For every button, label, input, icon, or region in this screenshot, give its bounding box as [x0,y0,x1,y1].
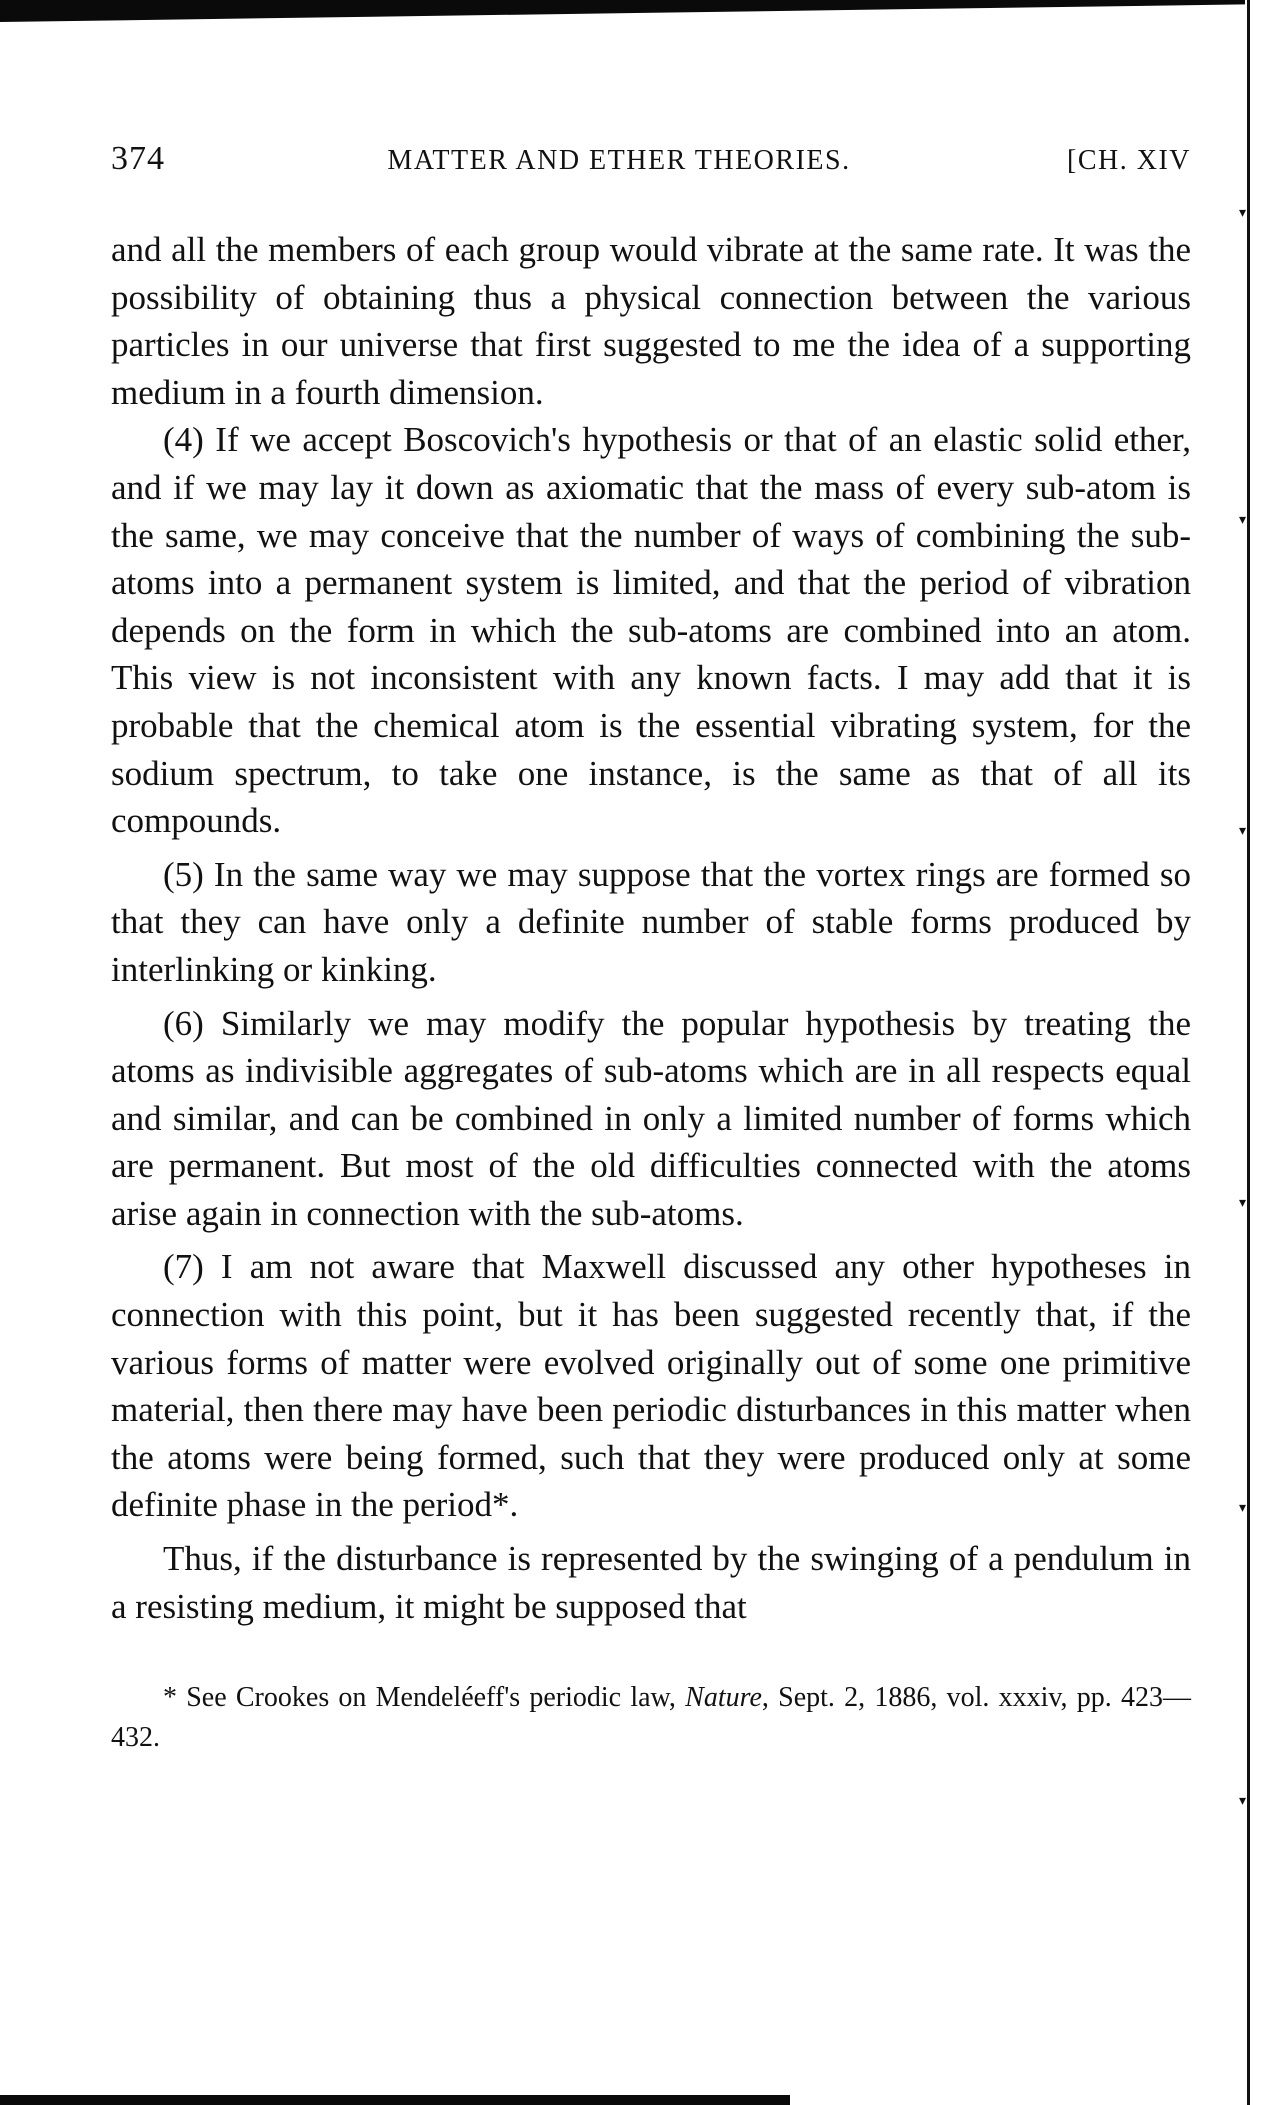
paragraph: (6) Similarly we may modify the popular hypothesis by treating the atoms as indivisible aggregates of sub-atoms which are in all respects equal and similar, and can be combined in only a limited number of forms which are permanent. But most of the old difficulties connected with the atoms arise again in connection with the sub-atoms. [111,1003,1191,1233]
margin-arrow-icon: ▾ [1239,1196,1247,1211]
page-number: 374 [111,140,165,177]
journal-title: Nature [685,1682,762,1714]
margin-arrow-icon: ▾ [1239,824,1247,839]
scan-edge-top [0,0,1245,22]
footnote-text: * See Crookes on Mendeléeff's periodic law, Nature, Sept. 2, 1886, vol. xxxiv, pp. 423—432. [111,1682,1191,1754]
running-header [111,140,1191,186]
margin-arrow-icon: ▾ [1239,1794,1247,1809]
body-text [111,226,1191,1630]
paragraph: Thus, if the disturbance is represented by the swinging of a pendulum in a resisting medium, it might be supposed that [111,1539,1191,1626]
paragraph: and all the members of each group would vibrate at the same rate. It was the possibility of obtaining thus a physical connection between the various particles in our universe that first suggested to me the idea of a supporting medium in a fourth dimension. [111,230,1191,412]
scan-edge-bottom [0,2095,790,2105]
running-title: MATTER AND ETHER THEORIES. [387,145,851,176]
paragraph: (5) In the same way we may suppose that the vortex rings are formed so that they can have only a definite number of stable forms produced by interlinking or kinking. [111,854,1191,989]
footnote-marker: * [163,1682,177,1714]
margin-arrow-icon: ▾ [1239,513,1247,528]
chapter-label: [CH. XIV [1067,145,1191,176]
book-page [111,140,1191,1758]
margin-arrow-icon: ▾ [1239,206,1247,221]
margin-arrow-icon: ▾ [1239,1501,1247,1516]
paragraph: (4) If we accept Boscovich's hypothesis or that of an elastic solid ether, and if we may lay it down as axiomatic that the mass of every sub-atom is the same, we may conceive that the number of ways of combining the sub-atoms into a permanent system is limited, and that the period of vibration depends on the form in which the sub-atoms are combined into an atom. This view is not inconsistent with any known facts. I may add that it is probable that the chemical atom is the essential vibrating system, for the sodium spectrum, to take one instance, is the same as that of all its compounds. [111,420,1191,841]
paragraph: (7) I am not aware that Maxwell discussed any other hypotheses in connection with this point, but it has been suggested recently that, if the various forms of matter were evolved originally out of some one primitive material, then there may have been periodic disturbances in this matter when the atoms were being formed, such that they were produced only at some definite phase in the period*. [111,1247,1191,1525]
footnote [111,1678,1191,1758]
page-edge-rule [1247,0,1250,2105]
